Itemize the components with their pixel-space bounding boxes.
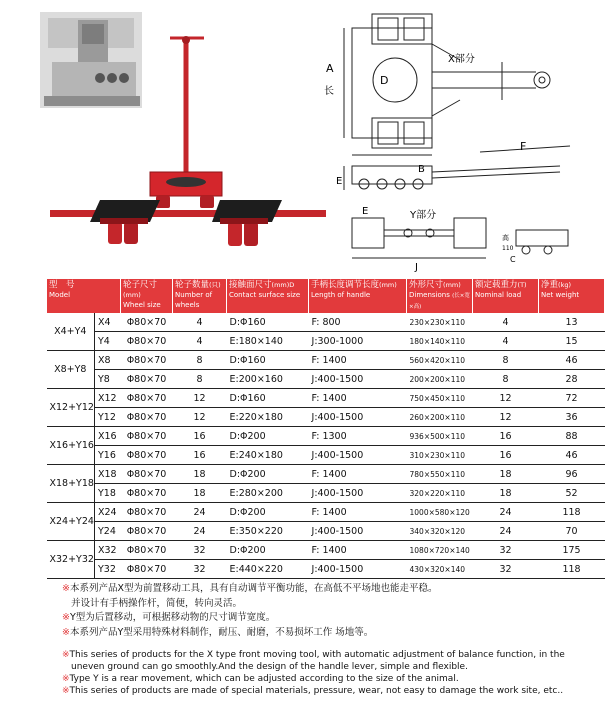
table-cell-dimensions: 230×230×110	[407, 313, 473, 332]
table-cell-contact-size: E:200×160	[227, 370, 309, 389]
table-cell-contact-size: D:Φ200	[227, 503, 309, 522]
table-cell-contact-size: D:Φ200	[227, 541, 309, 560]
table-cell-dimensions: 320×220×110	[407, 484, 473, 503]
table-cell-net-weight: 70	[539, 522, 605, 541]
table-cell-nominal-load: 12	[473, 389, 539, 408]
table-cell-dimensions: 1080×720×140	[407, 541, 473, 560]
label-b: B	[418, 164, 425, 175]
x-part-top-view	[344, 14, 550, 155]
label-f: F	[520, 140, 527, 153]
label-d: D	[380, 74, 389, 87]
table-row	[47, 522, 605, 541]
table-cell-dimensions: 750×450×110	[407, 389, 473, 408]
table-cell-sub-model: Y4	[95, 332, 121, 351]
label-a: A	[326, 62, 334, 75]
table-cell-sub-model: X12	[95, 389, 121, 408]
table-cell-contact-size: D:Φ160	[227, 351, 309, 370]
table-cell-wheel-size: Φ80×70	[121, 408, 173, 427]
table-cell-model: X4+Y4	[47, 313, 95, 351]
table-cell-wheel-count: 24	[173, 503, 227, 522]
table-cell-nominal-load: 8	[473, 370, 539, 389]
table-cell-nominal-load: 12	[473, 408, 539, 427]
table-cell-net-weight: 28	[539, 370, 605, 389]
note-en-3: ※This series of products are made of special materials, pressure, wear, not easy to damage the work site, etc..	[62, 686, 564, 696]
table-cell-wheel-count: 12	[173, 389, 227, 408]
table-row	[47, 560, 605, 579]
table-cell-net-weight: 175	[539, 541, 605, 560]
table-cell-nominal-load: 18	[473, 465, 539, 484]
table-cell-handle-length: J:300-1000	[309, 332, 407, 351]
label-e-top: E	[362, 206, 369, 217]
table-cell-contact-size: D:Φ200	[227, 465, 309, 484]
table-cell-sub-model: Y12	[95, 408, 121, 427]
table-cell-wheel-size: Φ80×70	[121, 313, 173, 332]
table-cell-dimensions: 180×140×110	[407, 332, 473, 351]
table-row	[47, 465, 605, 484]
table-cell-model: X12+Y12	[47, 389, 95, 427]
table-cell-dimensions: 310×230×110	[407, 446, 473, 465]
label-chang: 长	[324, 86, 334, 97]
table-cell-wheel-size: Φ80×70	[121, 465, 173, 484]
table-cell-wheel-count: 18	[173, 465, 227, 484]
label-y-part: Y部分	[410, 210, 437, 221]
table-cell-wheel-count: 12	[173, 408, 227, 427]
label-height-110: 110	[502, 245, 514, 252]
table-cell-sub-model: X18	[95, 465, 121, 484]
note-en-1: ※This series of products for the X type front moving tool, with automatic adjustment of balance function, in the	[62, 650, 565, 660]
table-cell-handle-length: J:400-1500	[309, 560, 407, 579]
table-cell-wheel-size: Φ80×70	[121, 541, 173, 560]
table-cell-sub-model: Y16	[95, 446, 121, 465]
header-model: 型 号 Model	[47, 279, 121, 313]
table-cell-net-weight: 88	[539, 427, 605, 446]
table-cell-wheel-size: Φ80×70	[121, 427, 173, 446]
table-cell-net-weight: 46	[539, 446, 605, 465]
table-cell-wheel-count: 24	[173, 522, 227, 541]
table-cell-net-weight: 13	[539, 313, 605, 332]
x-part-side-view	[344, 146, 570, 190]
table-cell-nominal-load: 24	[473, 503, 539, 522]
table-cell-handle-length: F: 1300	[309, 427, 407, 446]
header-contact-size: 接触面尺寸(mm)D Contact surface size	[227, 279, 309, 313]
table-cell-contact-size: E:440×220	[227, 560, 309, 579]
header-dimensions: 外形尺寸(mm) Dimensions (长×宽×高)	[407, 279, 473, 313]
table-cell-net-weight: 96	[539, 465, 605, 484]
table-cell-nominal-load: 16	[473, 427, 539, 446]
table-cell-contact-size: D:Φ200	[227, 427, 309, 446]
table-cell-model: X24+Y24	[47, 503, 95, 541]
table-cell-wheel-size: Φ80×70	[121, 484, 173, 503]
header-wheel-count: 轮子数量(只) Number of wheels	[173, 279, 227, 313]
table-cell-nominal-load: 32	[473, 560, 539, 579]
header-net-weight: 净重(kg) Net weight	[539, 279, 605, 313]
label-e-side: E	[336, 176, 343, 187]
table-row	[47, 503, 605, 522]
table-cell-wheel-size: Φ80×70	[121, 560, 173, 579]
note-zh-2: ※Y型为后置移动，可根据移动物的尺寸调节宽度。	[62, 612, 276, 623]
table-cell-sub-model: X4	[95, 313, 121, 332]
label-c: C	[510, 255, 516, 264]
table-row	[47, 389, 605, 408]
table-cell-model: X8+Y8	[47, 351, 95, 389]
header-nominal-load: 额定载重力(T) Nominal load	[473, 279, 539, 313]
table-cell-wheel-count: 8	[173, 370, 227, 389]
table-row	[47, 541, 605, 560]
table-cell-sub-model: X24	[95, 503, 121, 522]
table-cell-nominal-load: 4	[473, 313, 539, 332]
table-cell-dimensions: 340×320×120	[407, 522, 473, 541]
table-cell-contact-size: D:Φ160	[227, 389, 309, 408]
table-cell-nominal-load: 4	[473, 332, 539, 351]
table-cell-handle-length: J:400-1500	[309, 484, 407, 503]
table-cell-handle-length: J:400-1500	[309, 370, 407, 389]
table-cell-handle-length: J:400-1500	[309, 522, 407, 541]
table-cell-sub-model: X32	[95, 541, 121, 560]
table-cell-dimensions: 200×200×110	[407, 370, 473, 389]
label-j: J	[415, 262, 418, 273]
table-cell-wheel-size: Φ80×70	[121, 332, 173, 351]
table-cell-sub-model: X8	[95, 351, 121, 370]
note-zh-1b: 并设计有手柄操作杆，简便，转向灵活。	[71, 597, 243, 609]
table-cell-wheel-count: 16	[173, 427, 227, 446]
table-row	[47, 408, 605, 427]
table-cell-net-weight: 46	[539, 351, 605, 370]
table-cell-sub-model: Y32	[95, 560, 121, 579]
note-en-2: ※Type Y is a rear movement, which can be adjusted according to the size of the animal.	[62, 674, 459, 684]
table-cell-wheel-size: Φ80×70	[121, 351, 173, 370]
table-cell-contact-size: E:220×180	[227, 408, 309, 427]
table-cell-wheel-count: 32	[173, 541, 227, 560]
table-cell-dimensions: 780×550×110	[407, 465, 473, 484]
table-cell-dimensions: 260×200×110	[407, 408, 473, 427]
y-part-view	[352, 218, 568, 258]
table-cell-model: X18+Y18	[47, 465, 95, 503]
table-cell-net-weight: 52	[539, 484, 605, 503]
table-cell-wheel-size: Φ80×70	[121, 389, 173, 408]
table-cell-dimensions: 430×320×140	[407, 560, 473, 579]
table-cell-handle-length: J:400-1500	[309, 446, 407, 465]
note-zh-1: ※本系列产品X型为前置移动工具，具有自动调节平衡功能，在高低不平场地也能走平稳。	[62, 583, 438, 594]
table-cell-handle-length: F: 1400	[309, 541, 407, 560]
table-cell-nominal-load: 16	[473, 446, 539, 465]
table-row	[47, 332, 605, 351]
table-cell-contact-size: E:240×180	[227, 446, 309, 465]
header-handle-length: 手柄长度调节长度(mm) Length of handle	[309, 279, 407, 313]
table-row	[47, 427, 605, 446]
table-cell-wheel-count: 4	[173, 313, 227, 332]
table-header-row	[47, 279, 605, 313]
table-row	[47, 484, 605, 503]
table-cell-net-weight: 36	[539, 408, 605, 427]
table-cell-contact-size: E:350×220	[227, 522, 309, 541]
table-cell-net-weight: 72	[539, 389, 605, 408]
table-cell-net-weight: 15	[539, 332, 605, 351]
table-cell-handle-length: F: 1400	[309, 389, 407, 408]
header-wheel-size: 轮子尺寸(mm) Wheel size	[121, 279, 173, 313]
table-cell-handle-length: F: 1400	[309, 503, 407, 522]
table-row	[47, 351, 605, 370]
table-cell-sub-model: Y8	[95, 370, 121, 389]
table-row	[47, 446, 605, 465]
table-cell-dimensions: 1000×580×120	[407, 503, 473, 522]
note-zh-3: ※本系列产品Y型采用特殊材料制作，耐压、耐磨，不易损坏工作 场地等。	[62, 626, 374, 638]
table-cell-handle-length: J:400-1500	[309, 408, 407, 427]
table-cell-wheel-size: Φ80×70	[121, 446, 173, 465]
table-cell-contact-size: D:Φ160	[227, 313, 309, 332]
table-cell-model: X16+Y16	[47, 427, 95, 465]
table-cell-nominal-load: 8	[473, 351, 539, 370]
table-cell-wheel-count: 18	[173, 484, 227, 503]
notes	[62, 582, 602, 697]
table-cell-wheel-size: Φ80×70	[121, 522, 173, 541]
table-row	[47, 370, 605, 389]
table-cell-wheel-size: Φ80×70	[121, 370, 173, 389]
table-cell-net-weight: 118	[539, 503, 605, 522]
label-gao: 高	[502, 234, 509, 242]
machine-tool-photo	[40, 12, 142, 108]
table-cell-wheel-size: Φ80×70	[121, 503, 173, 522]
table-cell-contact-size: E:280×200	[227, 484, 309, 503]
note-en-1b: uneven ground can go smoothly.And the design of the handle lever, simple and flexible.	[71, 662, 468, 672]
spec-table	[46, 279, 605, 579]
table-cell-handle-length: F: 1400	[309, 351, 407, 370]
table-cell-wheel-count: 8	[173, 351, 227, 370]
table-cell-wheel-count: 4	[173, 332, 227, 351]
table-body	[47, 313, 605, 579]
table-cell-nominal-load: 24	[473, 522, 539, 541]
table-cell-nominal-load: 32	[473, 541, 539, 560]
table-cell-wheel-count: 32	[173, 560, 227, 579]
table-cell-handle-length: F: 800	[309, 313, 407, 332]
table-cell-dimensions: 936×500×110	[407, 427, 473, 446]
table-cell-nominal-load: 18	[473, 484, 539, 503]
table-cell-handle-length: F: 1400	[309, 465, 407, 484]
table-cell-sub-model: X16	[95, 427, 121, 446]
table-cell-sub-model: Y18	[95, 484, 121, 503]
table-cell-net-weight: 118	[539, 560, 605, 579]
table-cell-model: X32+Y32	[47, 541, 95, 579]
label-x-part: X部分	[448, 54, 475, 65]
table-cell-contact-size: E:180×140	[227, 332, 309, 351]
product-figures	[0, 0, 606, 278]
table-cell-sub-model: Y24	[95, 522, 121, 541]
table-row	[47, 313, 605, 332]
table-cell-dimensions: 560×420×110	[407, 351, 473, 370]
table-cell-wheel-count: 16	[173, 446, 227, 465]
